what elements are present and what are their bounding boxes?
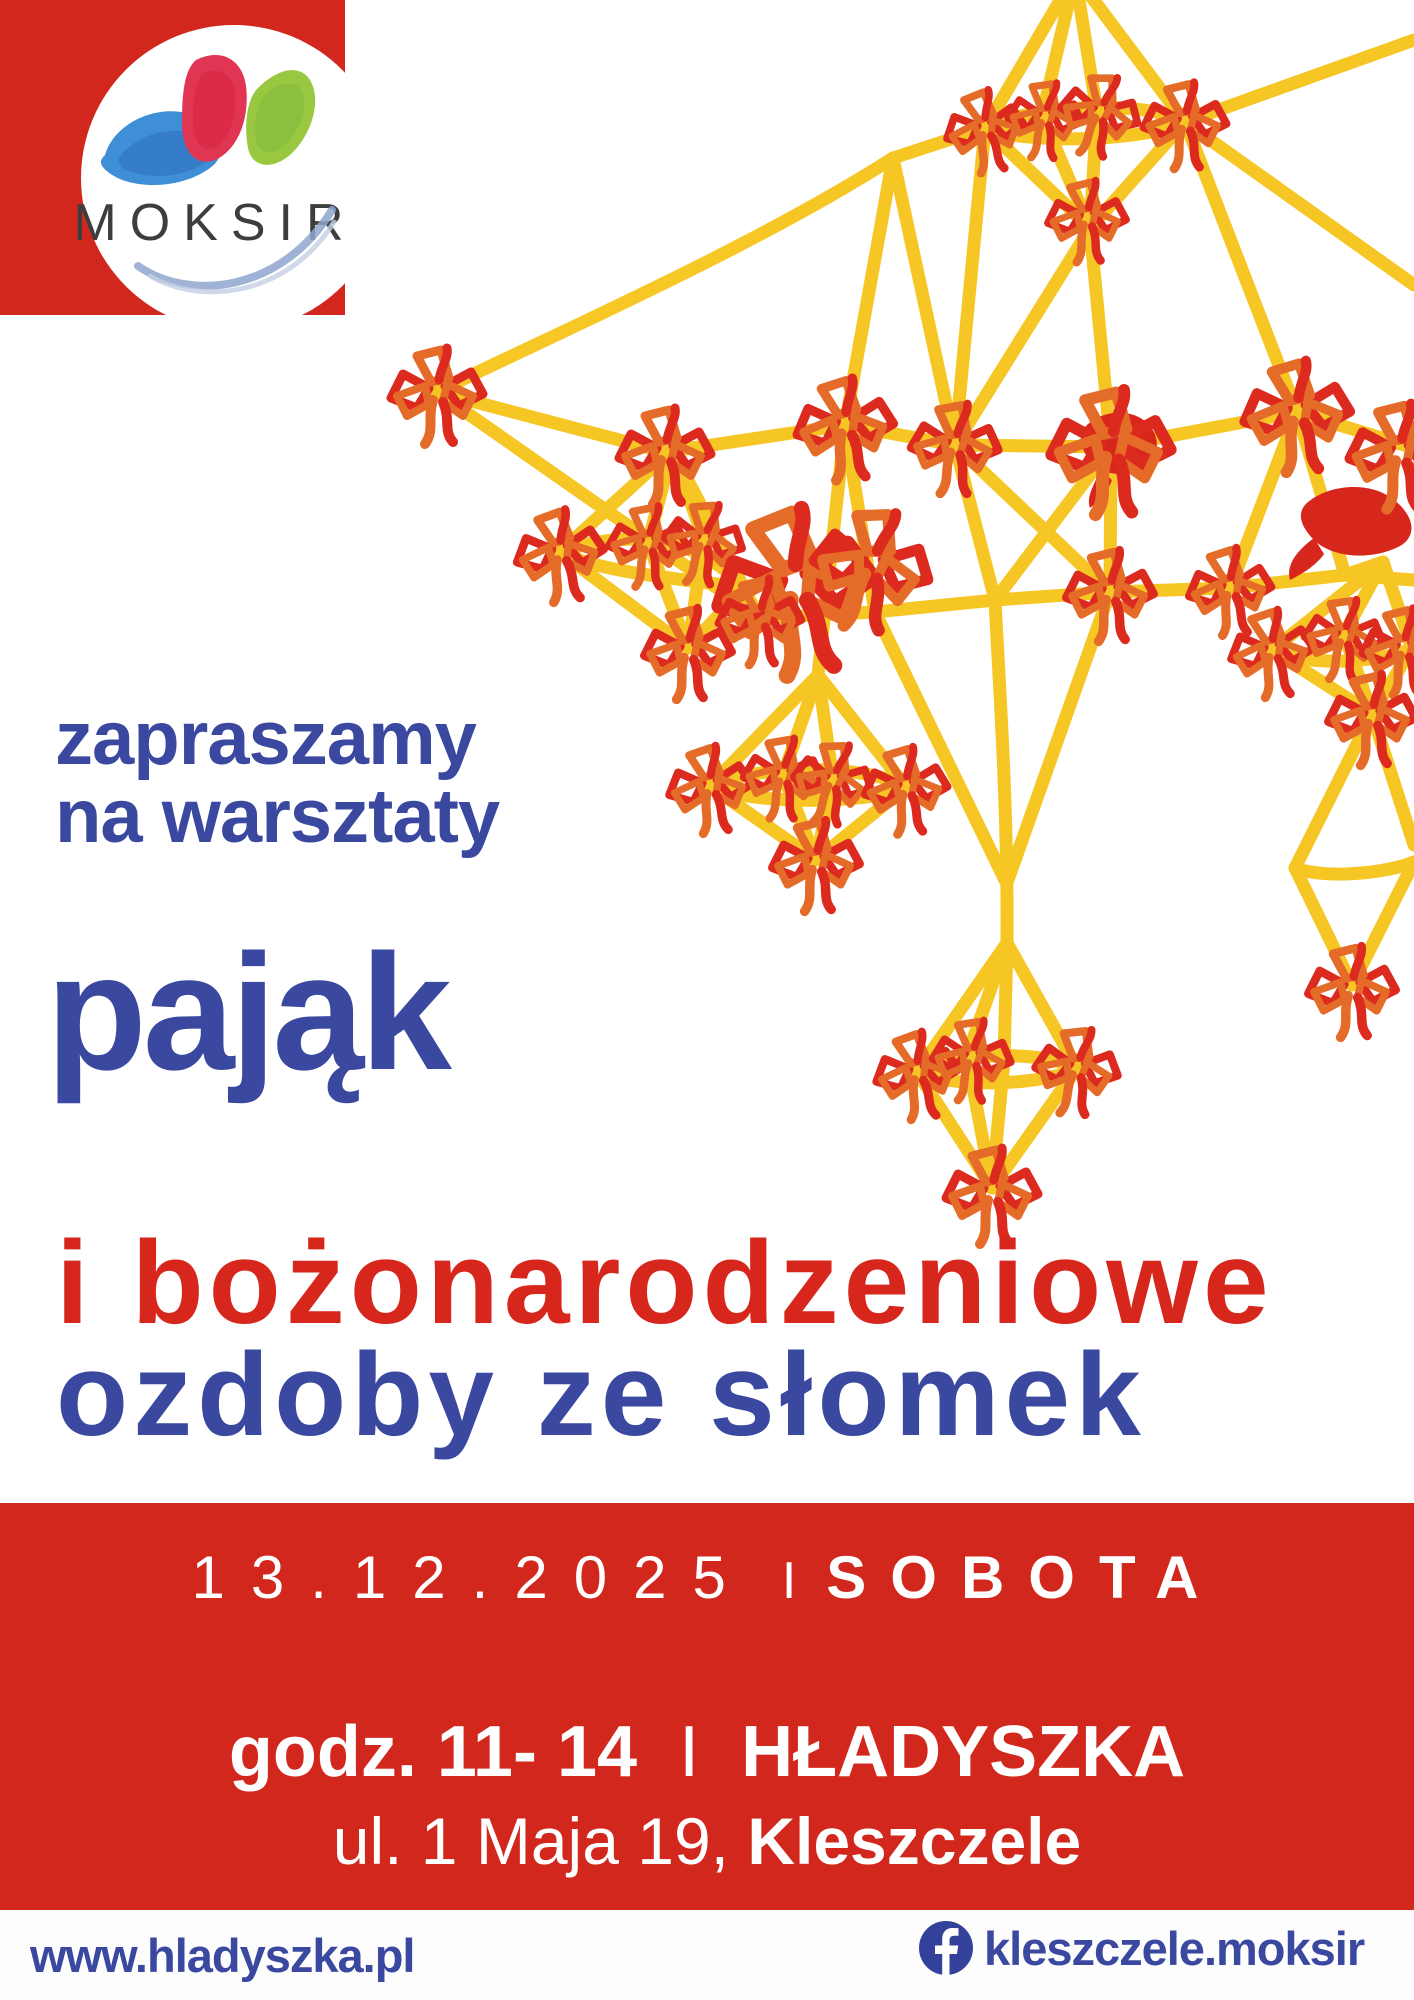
separator-bar-2: I: [679, 1712, 700, 1792]
event-time: 11- 14: [436, 1712, 638, 1792]
facebook-icon: [918, 1920, 974, 1976]
event-date: 13.12.2025: [191, 1544, 752, 1611]
address-city: Kleszczele: [747, 1804, 1082, 1878]
subtitle-line-blue: ozdoby ze słomek: [56, 1329, 1146, 1461]
time-label: godz.: [228, 1712, 417, 1792]
website-link[interactable]: www.hladyszka.pl: [30, 1929, 415, 1982]
address-row: [0, 1803, 1414, 1879]
moksir-wordmark: MOKSIR: [73, 194, 357, 252]
moksir-logo-block: [0, 0, 430, 360]
date-row: [0, 1543, 1414, 1612]
event-day: SOBOTA: [826, 1544, 1223, 1611]
footer: [0, 1910, 1414, 2000]
event-place: HŁADYSZKA: [741, 1712, 1186, 1792]
facebook-link[interactable]: [918, 1920, 1364, 1976]
facebook-handle: kleszczele.moksir: [984, 1921, 1365, 1975]
separator-bar: I: [781, 1552, 797, 1610]
event-info-band: [0, 1503, 1414, 1910]
subtitle-line-red: i bożonarodzeniowe: [56, 1217, 1274, 1349]
intro-line-1: zapraszamy: [55, 696, 476, 781]
address-street: ul. 1 Maja 19,: [332, 1804, 729, 1878]
page-title: pająk: [46, 920, 448, 1104]
straw-lattice: [437, 0, 1414, 1188]
intro-line-2: na warsztaty: [55, 773, 500, 859]
time-place-row: [0, 1711, 1414, 1793]
intro-text: [55, 696, 500, 859]
